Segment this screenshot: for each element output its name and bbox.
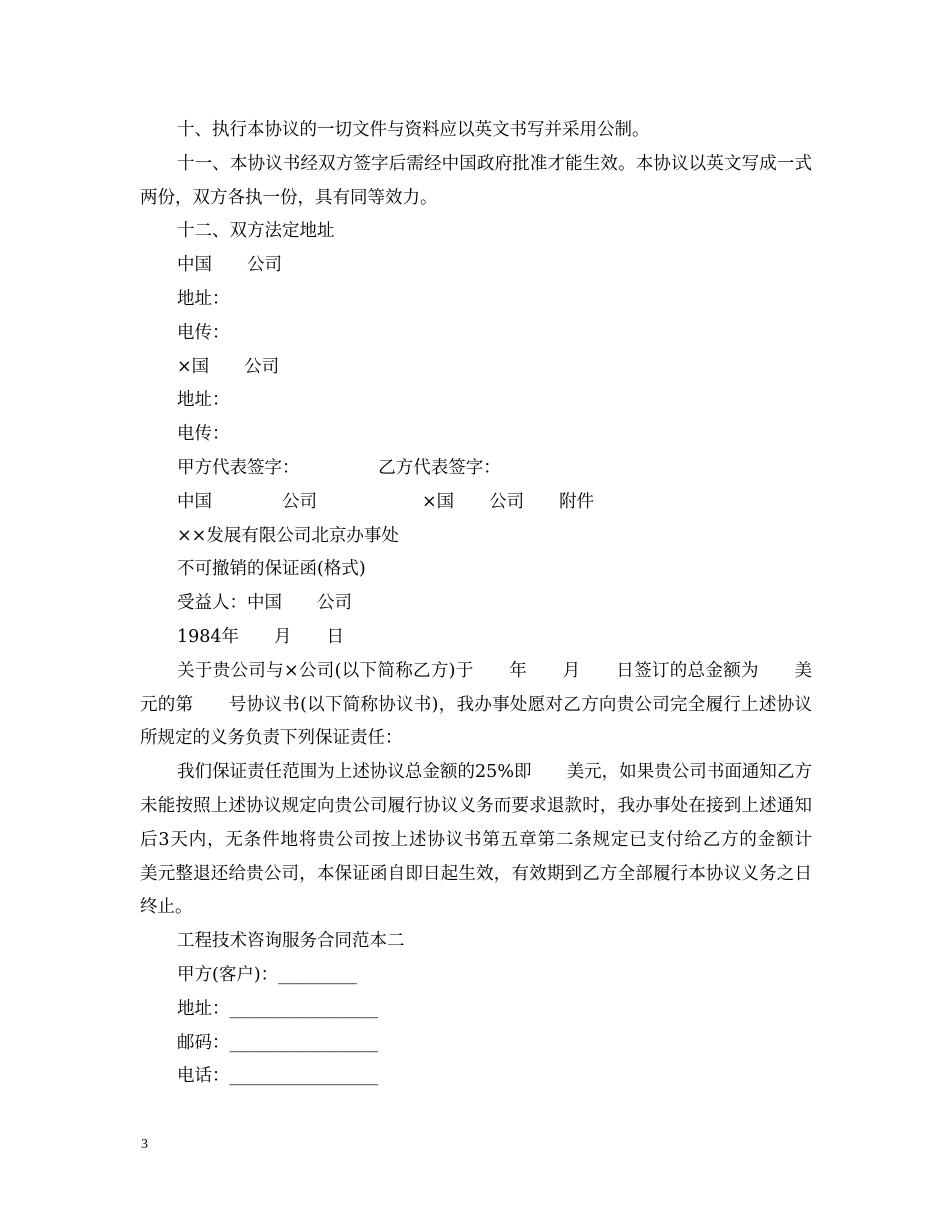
signatures-companies: 中国 公司 ×国 公司 附件: [177, 491, 595, 512]
postcode-field: 邮码：_________________: [177, 1032, 379, 1053]
guarantee-intro: 关于贵公司与×公司(以下简称乙方)于 年 月 日签订的总金额为 美元的第 号协议书(以下简称协议书)，我办事处愿对乙方向贵公司完全履行上述协议所规定的义务负责下列保证责任：: [140, 660, 812, 749]
party-b-address: 地址：: [177, 390, 230, 411]
clause-10: 十、执行本协议的一切文件与资料应以英文书写并采用公制。: [177, 120, 650, 140]
guarantee-scope: 我们保证责任范围为上述协议总金额的25%即 美元，如果贵公司书面通知乙方未能按照上述协议规定向贵公司履行协议义务而要求退款时，我办事处在接到上述通知后3天内，无条件地将贵公司按上述协议书第五章第二条规定已支付给乙方的金额计 美元整退还给贵公司，本保证函自即日起生效，有效期到乙方全部履行本协议义务之日终止。: [140, 762, 847, 918]
party-b-telex: 电传：: [177, 424, 230, 445]
phone-field: 电话：_________________: [177, 1066, 379, 1087]
beneficiary-line: 受益人：中国 公司: [177, 593, 352, 614]
clause-11: 十一、本协议书经双方签字后需经中国政府批准才能生效。本协议以英文写成一式两份，双方各执一份，具有同等效力。: [140, 153, 812, 208]
client-field: 甲方(客户)：_________: [177, 964, 357, 985]
address-field: 地址：_________________: [177, 998, 379, 1019]
party-a-company: 中国 公司: [177, 255, 282, 276]
clause-12-heading: 十二、双方法定地址: [177, 221, 335, 242]
guarantee-title: 不可撤销的保证函(格式): [177, 559, 366, 580]
document-body: [140, 114, 847, 1094]
party-a-telex: 电传：: [177, 322, 230, 343]
party-b-company: ×国 公司: [177, 356, 280, 377]
date-line: 1984年 月 日: [177, 626, 345, 647]
page-number: 3: [141, 1137, 148, 1152]
signatures-line: 甲方代表签字： 乙方代表签字：: [177, 457, 501, 478]
guarantor-name: ××发展有限公司北京办事处: [177, 525, 399, 546]
party-a-address: 地址：: [177, 288, 230, 309]
contract-sample-title: 工程技术咨询服务合同范本二: [177, 931, 405, 952]
